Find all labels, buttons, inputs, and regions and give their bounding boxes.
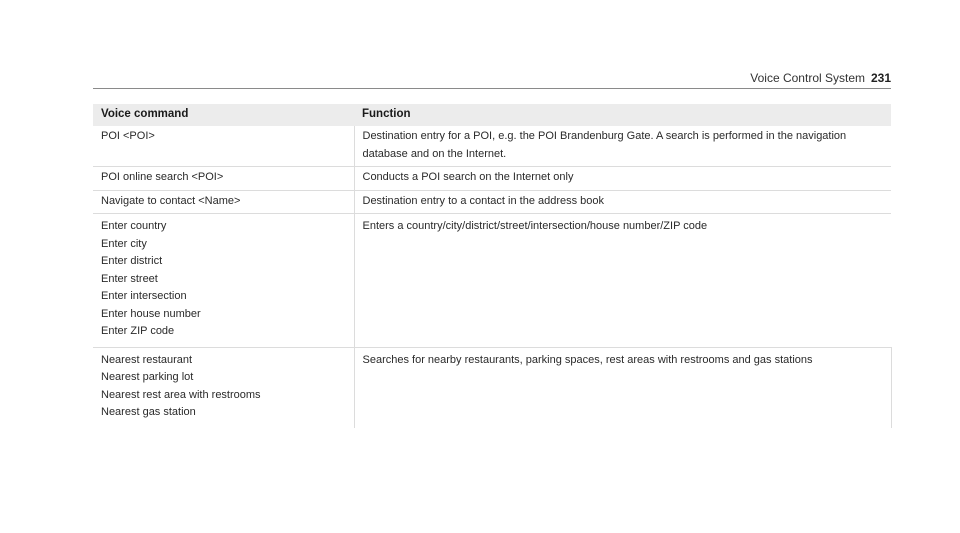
voice-command: Enter district [101,255,163,267]
function-cell [354,126,891,167]
header-title: Voice Control System [750,71,865,85]
voice-command: Enter ZIP code [101,325,175,337]
function-text: Destination entry to a contact in the address book [362,194,605,207]
table-row [93,214,891,348]
voice-command: Nearest restaurant [101,353,193,366]
table-row [93,126,891,167]
function-cell [354,214,891,348]
function-text: Conducts a POI search on the Internet only [362,171,574,183]
table-header-row [93,104,891,126]
voice-command-cell [93,214,354,348]
voice-command-cell [93,167,354,191]
voice-command: Enter intersection [101,290,187,302]
voice-command: Navigate to contact <Name> [101,194,241,207]
function-cell [354,347,891,428]
voice-command: Nearest gas station [101,406,196,418]
function-text: Searches for nearby restaurants, parking spaces, rest areas with restrooms and gas stations [362,353,813,366]
function-text: Destination entry for a POI, e.g. the POI Brandenburg Gate. A search is performed in the navigation [362,130,847,142]
function-cell [354,190,891,214]
function-cell [354,167,891,191]
page-number: 231 [870,71,891,85]
page-header [93,70,891,89]
voice-command-table [93,104,892,428]
voice-command: Enter house number [101,307,201,320]
voice-command: Nearest rest area with restrooms [101,388,261,401]
voice-command: Enter city [101,237,147,250]
voice-command-cell [93,190,354,214]
voice-command: POI <POI> [101,130,155,142]
voice-command: Enter country [101,220,167,232]
table-row [93,167,891,191]
table-row [93,347,891,428]
voice-command-cell [93,347,354,428]
column-header-voice-command: Voice command [93,104,354,126]
voice-command: POI online search <POI> [101,171,224,183]
function-text: database and on the Internet. [362,147,507,160]
voice-command: Enter street [101,272,158,285]
function-text: Enters a country/city/district/street/intersection/house number/ZIP code [362,220,708,232]
table-row [93,190,891,214]
voice-command: Nearest parking lot [101,371,194,383]
column-header-function: Function [354,104,891,126]
voice-command-cell [93,126,354,167]
